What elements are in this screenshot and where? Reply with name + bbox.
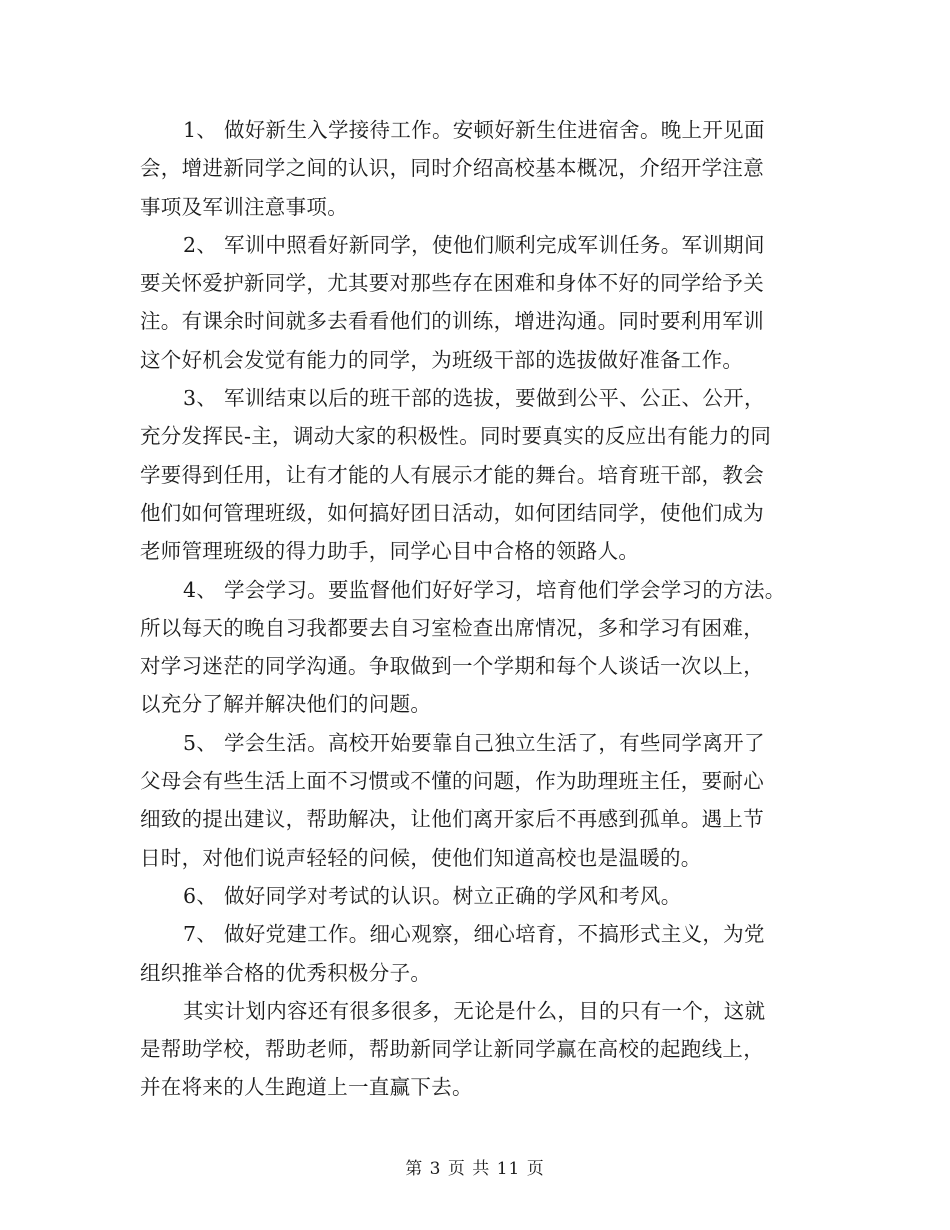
paragraph-line: 5、 学会生活。高校开始要靠自己独立生活了，有些同学离开了 [183,730,765,755]
paragraph-line: 3、 军训结束以后的班干部的选拔，要做到公平、公正、公开， [183,386,765,411]
paragraph-line: 并在将来的人生跑道上一直赢下去。 [140,1075,473,1100]
paragraph-5 [140,724,820,877]
paragraph-line: 学要得到任用，让有才能的人有展示才能的舞台。培育班干部，教会 [140,462,764,487]
page-number-label: 第 3 页 共 11 页 [405,1159,545,1179]
paragraph-line: 组织推举合格的优秀积极分子。 [140,960,432,985]
paragraph-line: 2、 军训中照看好新同学，使他们顺利完成军训任务。军训期间 [183,232,765,257]
paragraph-2 [140,226,820,379]
paragraph-4 [140,571,820,724]
paragraph-line: 老师管理班级的得力助手，同学心目中合格的领路人。 [140,539,640,564]
paragraph-8 [140,992,820,1107]
paragraph-line: 4、 学会学习。要监督他们好好学习，培育他们学会学习的方法。 [183,577,786,602]
paragraph-line: 充分发挥民-主，调动大家的积极性。同时要真实的反应出有能力的同 [140,424,772,449]
paragraph-line: 他们如何管理班级，如何搞好团日活动，如何团结同学，使他们成为 [140,500,764,525]
paragraph-line: 是帮助学校，帮助老师，帮助新同学让新同学赢在高校的起跑线上， [140,1037,764,1062]
paragraph-line: 这个好机会发觉有能力的同学，为班级干部的选拔做好准备工作。 [140,347,744,372]
paragraph-line: 日时，对他们说声轻轻的问候，使他们知道高校也是温暖的。 [140,845,702,870]
paragraph-line: 其实计划内容还有很多很多，无论是什么，目的只有一个，这就 [183,998,766,1023]
paragraph-line: 6、 做好同学对考试的认识。树立正确的学风和考风。 [183,883,682,908]
page-footer [0,1154,950,1179]
paragraph-line: 对学习迷茫的同学沟通。争取做到一个学期和每个人谈话一次以上， [140,654,764,679]
paragraph-line: 1、 做好新生入学接待工作。安顿好新生住进宿舍。晚上开见面 [183,118,765,142]
paragraph-line: 父母会有些生活上面不习惯或不懂的问题，作为助理班主任，要耐心 [140,769,764,794]
paragraph-line: 以充分了解并解决他们的问题。 [140,692,432,717]
paragraph-line: 7、 做好党建工作。细心观察，细心培育，不搞形式主义，为党 [183,922,765,947]
paragraph-line: 要关怀爱护新同学，尤其要对那些存在困难和身体不好的同学给予关 [140,271,764,296]
paragraph-line: 所以每天的晚自习我都要去自习室检查出席情况，多和学习有困难， [140,615,764,640]
document-body [140,111,820,1107]
paragraph-line: 注。有课余时间就多去看看他们的训练，增进沟通。同时要利用军训 [140,309,764,334]
paragraph-line: 事项及军训注意事项。 [140,194,348,219]
paragraph-6 [140,877,820,915]
paragraph-line: 会，增进新同学之间的认识，同时介绍高校基本概况，介绍开学注意 [140,156,764,181]
paragraph-line: 细致的提出建议，帮助解决，让他们离开家后不再感到孤单。遇上节 [140,807,764,832]
paragraph-7 [140,915,820,992]
paragraph-3 [140,379,820,570]
paragraph-1 [140,111,820,226]
